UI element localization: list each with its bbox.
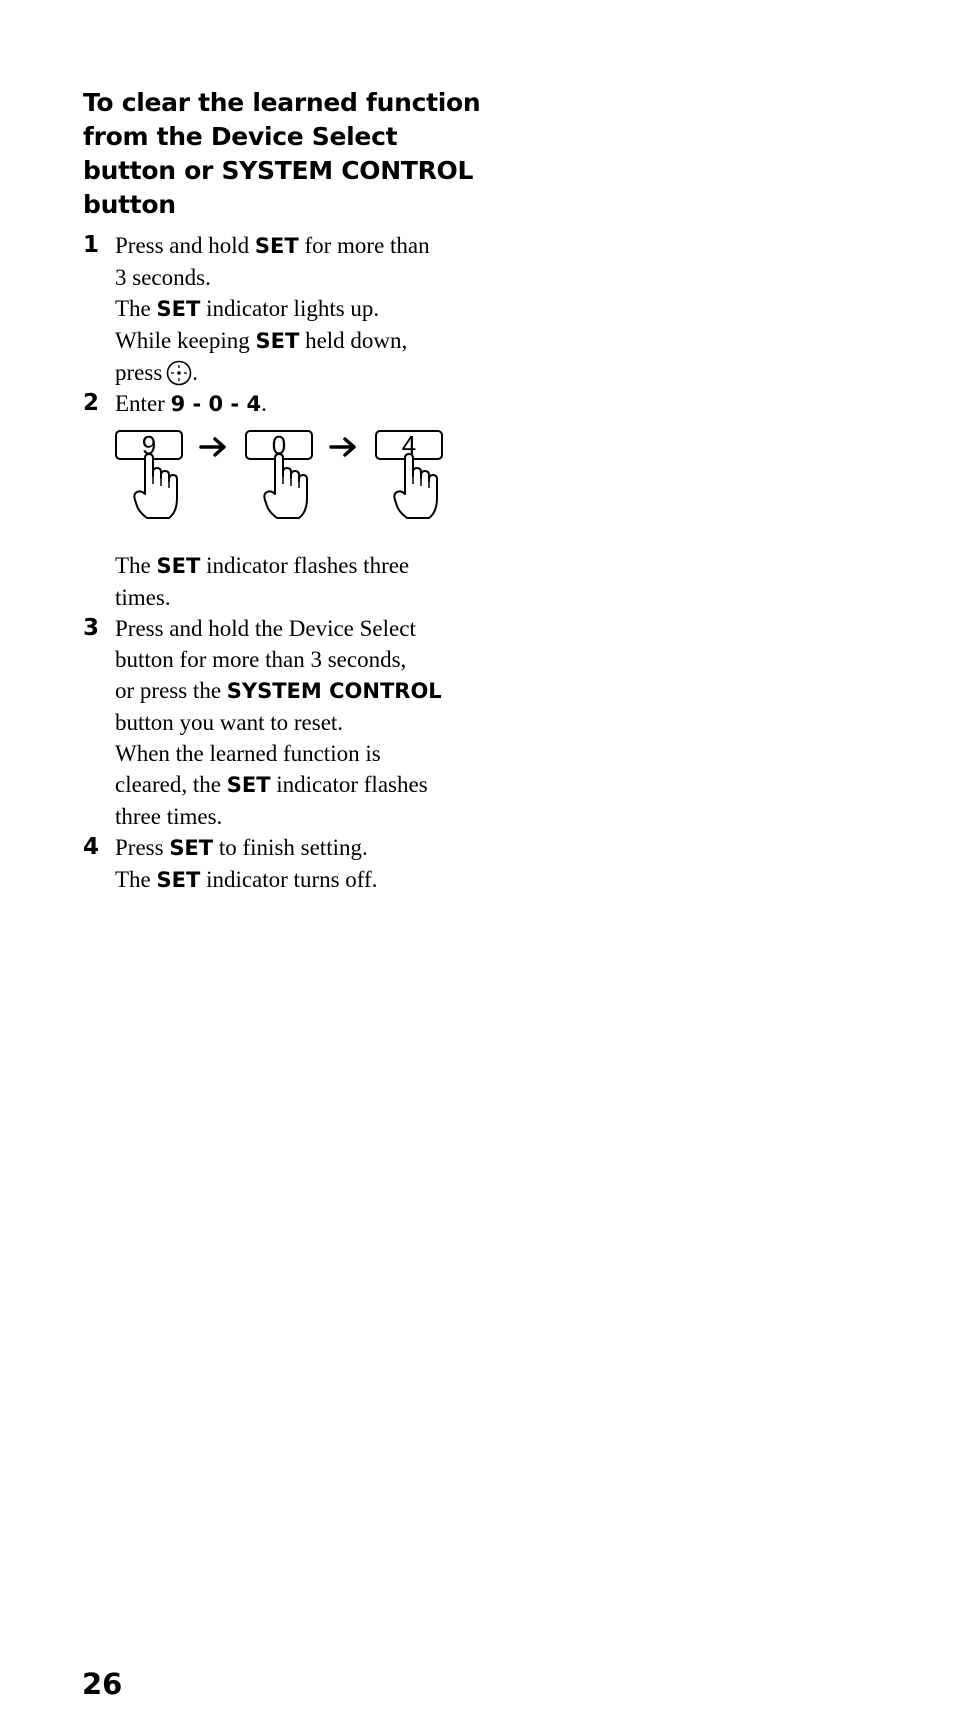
heading-line: To clear the learned function — [83, 88, 481, 117]
step-text: Press SET to finish setting. — [115, 835, 368, 860]
key-label: 0 — [271, 430, 287, 460]
key-sequence-illustration — [115, 430, 475, 538]
step-text: button you want to reset. — [115, 710, 344, 735]
step-text: Enter 9 - 0 - 4. — [115, 391, 267, 416]
step-text: cleared, the SET indicator flashes — [115, 772, 428, 797]
step-text: three times. — [115, 804, 223, 829]
heading-line: button — [83, 190, 176, 219]
key-press-9 — [115, 430, 185, 526]
enter-button-icon — [166, 360, 192, 386]
step-text: Press and hold the Device Select — [115, 616, 416, 641]
step-text: The SET indicator turns off. — [115, 867, 378, 892]
step-text: press . — [115, 360, 199, 385]
step-2 — [83, 388, 503, 613]
key-press-0 — [245, 430, 315, 526]
step-text: button for more than 3 seconds, — [115, 647, 407, 672]
heading-line: from the Device Select — [83, 122, 398, 151]
step-text: While keeping SET held down, — [115, 328, 408, 353]
step-3 — [83, 613, 503, 832]
key-press-4 — [375, 430, 445, 526]
step-number: 2 — [83, 390, 100, 416]
step-text: The SET indicator lights up. — [115, 296, 380, 321]
step-text: 3 seconds. — [115, 265, 211, 290]
section-heading — [83, 86, 483, 222]
heading-line: button or SYSTEM CONTROL — [83, 156, 474, 185]
step-text: Press and hold SET for more than — [115, 233, 430, 258]
step-text: times. — [115, 585, 171, 610]
step-1 — [83, 230, 503, 388]
step-text: or press the SYSTEM CONTROL — [115, 678, 442, 703]
step-number: 4 — [83, 834, 100, 860]
steps-list — [83, 230, 503, 896]
arrow-right-icon — [199, 436, 229, 458]
page-number: 26 — [82, 1667, 123, 1701]
arrow-right-icon — [329, 436, 359, 458]
step-text: When the learned function is — [115, 741, 381, 766]
key-label: 4 — [401, 430, 417, 460]
step-4 — [83, 832, 503, 896]
key-label: 9 — [141, 430, 157, 460]
step-number: 3 — [83, 615, 100, 641]
step-text: The SET indicator flashes three — [115, 553, 410, 578]
step-number: 1 — [83, 232, 100, 258]
